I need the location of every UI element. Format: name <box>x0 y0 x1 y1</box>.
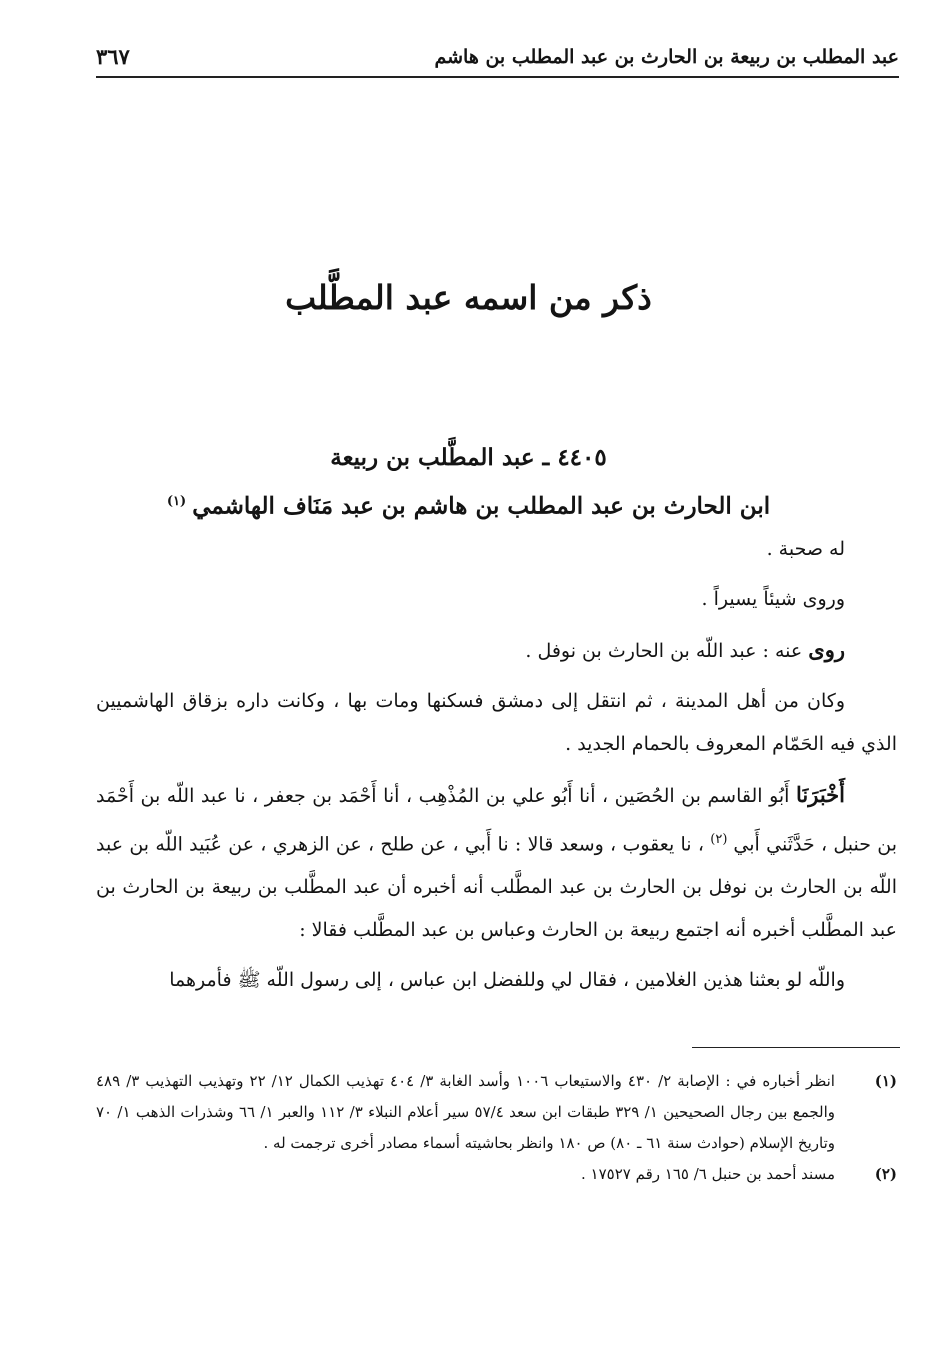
paragraph-narration: وروى شيئاً يسيراً . <box>701 588 845 610</box>
lead-word: روى <box>808 637 845 662</box>
footnote-number: (١) <box>874 1072 897 1090</box>
footnote-ref-2[interactable]: (٢) <box>710 832 728 847</box>
entry-heading-line2-wrap <box>80 480 857 529</box>
footnote-text: انظر أخباره في : الإصابة ٢/ ٤٣٠ والاستيعاب ١٠٠٦ وأسد الغابة ٣/ ٤٠٤ تهذيب الكمال ١٢/ ٢٢ وتهذيب التهذيب ٣/ ٤٨٩ والجمع بين رجال الصحيحين ١/ ٣٢٩ طبقات ابن سعد ٥٧/٤ سير أعلام النبلاء ٣/ ١١٢ والعبر ١/ ٦٦ وشذرات الذهب ١/ ٧٠ وتاريخ الإسلام (حوادث سنة ٦١ ـ ٨٠) ص ١٨٠ وانظر بحاشيته أسماء مصادر أخرى ترجمت له . <box>96 1072 836 1152</box>
paragraph-narrated-from <box>96 628 897 673</box>
section-title: ذكر من اسمه عبد المطَّلب <box>285 278 652 317</box>
footnote-divider <box>692 1047 900 1048</box>
footnote-number: (٢) <box>874 1165 897 1183</box>
paragraph-isnad <box>96 773 897 952</box>
paragraph-companionship: له صحبة . <box>766 538 845 560</box>
footnote-1 <box>96 1066 897 1159</box>
entry-heading <box>80 436 857 529</box>
paragraph-text-b: ، نا يعقوب ، وسعد قالا : نا أَبي ، عن طلح ، عن الزهري ، عن عُبَيد اللّه بن عبد اللّه بن الحارث بن نوفل بن الحارث بن عبد المطَّلب أنه أخبره أن عبد المطَّلب بن ربيعة بن الحارث بن عبد المطَّلب أخبره أنه اجتمع ربيعة بن الحارث وعباس بن عبد المطَّلب فقالا : <box>96 833 897 942</box>
paragraph-hadith: واللّه لو بعثنا هذين الغلامين ، فقال لي وللفضل ابن عباس ، إلى رسول اللّه ﷺ فأمرهما <box>169 969 845 992</box>
entry-heading-line2: ابن الحارث بن عبد المطلب بن هاشم بن عبد مَنَاف الهاشمي <box>192 492 771 520</box>
paragraph-text-a: أَبُو القاسم بن الحُصَين ، أنا أَبُو علي بن المُذْهِب ، أنا أَحْمَد بن جعفر ، نا عبد اللّه بن أَحْمَد بن حنبل ، حَدَّثَني أَبي <box>96 785 897 856</box>
footnote-2 <box>96 1159 897 1190</box>
lead-word: أَخْبَرَنَا <box>796 782 845 807</box>
footnote-ref-1[interactable]: (١) <box>166 494 187 509</box>
page-number: ٣٦٧ <box>96 44 130 69</box>
paragraph-text: عنه : عبد اللّه بن الحارث بن نوفل . <box>525 640 809 662</box>
running-head-title: عبد المطلب بن ربيعة بن الحارث بن عبد المطلب بن هاشم <box>434 46 899 68</box>
running-head <box>96 40 899 78</box>
footnotes <box>96 1066 897 1190</box>
body-text <box>96 528 897 1009</box>
paragraph-residence: وكان من أهل المدينة ، ثم انتقل إلى دمشق فسكنها ومات بها ، وكانت داره بزقاق الهاشميين الذي فيه الحَمّام المعروف بالحمام الجديد . <box>96 690 897 755</box>
entry-heading-line1: ٤٤٠٥ ـ عبد المطَّلب بن ربيعة <box>330 444 607 471</box>
footnote-text: مسند أحمد بن حنبل ٦/ ١٦٥ رقم ١٧٥٢٧ . <box>581 1165 835 1183</box>
